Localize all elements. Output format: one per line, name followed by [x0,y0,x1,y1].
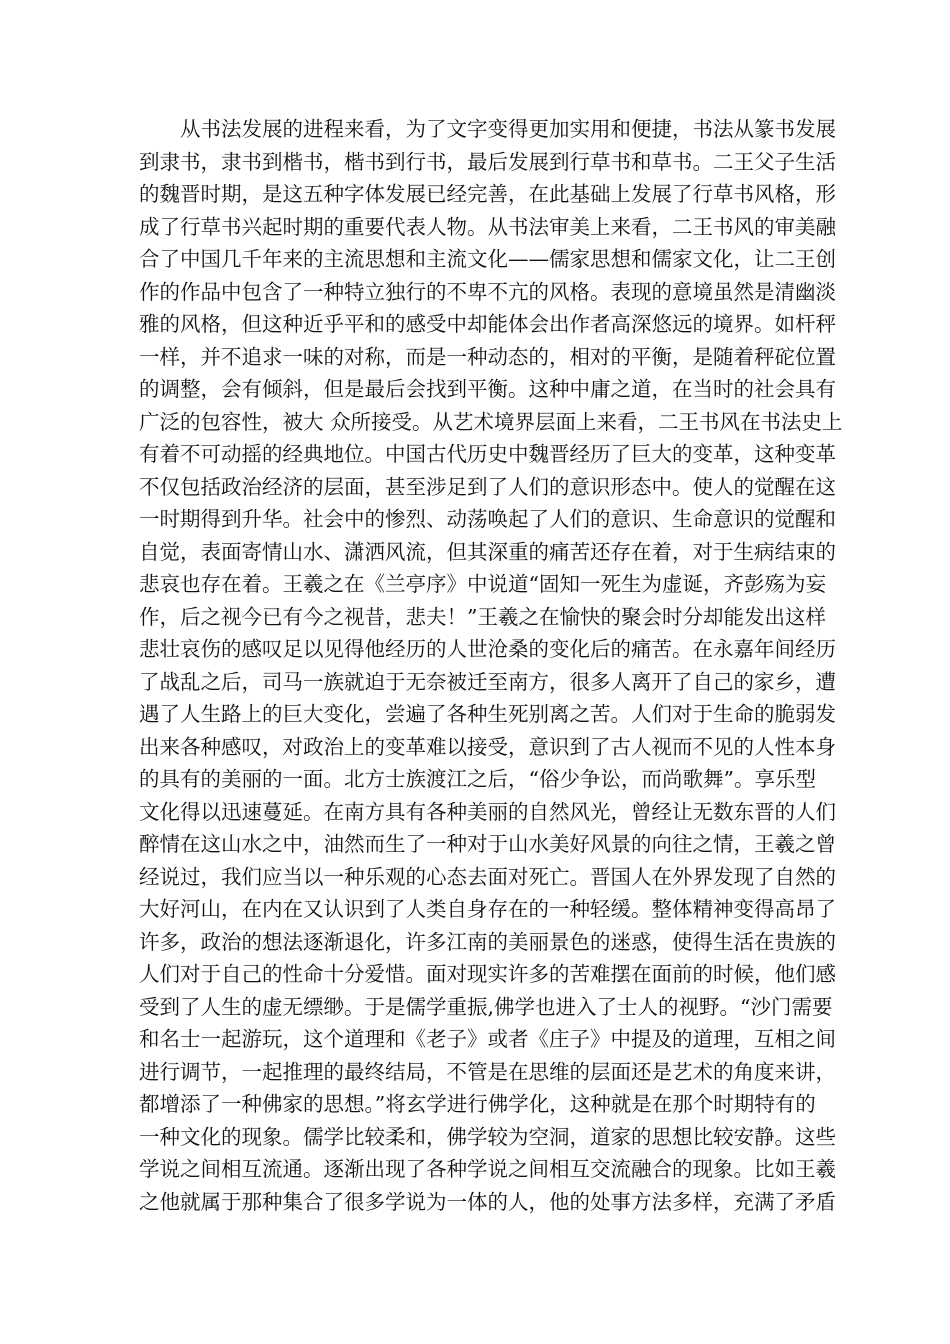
text-line: 进行调节，一起推理的最终结局，不管是在思维的层面还是艺术的角度来讲， [139,1059,836,1084]
text-line: 广泛的包容性，被大 众所接受。从艺术境界层面上来看，二王书风在书法史上 [139,409,843,434]
text-line: 有着不可动摇的经典地位。中国古代历史中魏晋经历了巨大的变革，这种变革 [139,442,836,466]
text-line: 作，后之视今已有今之视昔，悲夫！”王羲之在愉快的聚会时分却能发出这样 [139,604,826,629]
text-line: 的魏晋时期，是这五种字体发展已经完善，在此基础上发展了行草书风格，形 [139,182,836,206]
text-line: 不仅包括政治经济的层面，甚至涉足到了人们的意识形态中。使人的觉醒在这 [139,474,836,499]
text-line: 人们对于自己的性命十分爱惜。面对现实许多的苦难摆在面前的时候，他们感 [139,962,836,986]
text-line: 学说之间相互流通。逐渐出现了各种学说之间相互交流融合的现象。比如王羲 [139,1157,836,1181]
text-line: 的调整，会有倾斜，但是最后会找到平衡。这种中庸之道，在当时的社会具有 [139,377,836,401]
text-line: 许多，政治的想法逐渐退化，许多江南的美丽景色的迷惑，使得生活在贵族的 [139,929,836,954]
text-line: 雅的风格，但这种近乎平和的感受中却能体会出作者高深悠远的境界。如杆秤 [139,312,836,336]
text-line: 经说过，我们应当以一种乐观的心态去面对死亡。晋国人在外界发现了自然的 [139,864,836,889]
text-line: 到隶书，隶书到楷书，楷书到行书，最后发展到行草书和草书。二王父子生活 [139,149,836,174]
text-line: 遇了人生路上的巨大变化，尝遍了各种生死别离之苦。人们对于生命的脆弱发 [139,702,836,726]
text-line: 悲壮哀伤的感叹足以见得他经历的人世沧桑的变化后的痛苦。在永嘉年间经历 [139,637,836,661]
text-line: 悲哀也存在着。王羲之在《兰亭序》中说道“固知一死生为虚诞，齐彭殇为妄 [139,572,826,596]
text-line: 文化得以迅速蔓延。在南方具有各种美丽的自然风光，曾经让无数东晋的人们 [139,799,836,824]
text-line: 一样，并不追求一味的对称，而是一种动态的，相对的平衡，是随着秤砣位置 [139,344,836,369]
text-line: 和名士一起游玩，这个道理和《老子》或者《庄子》中提及的道理，互相之间 [139,1027,836,1051]
text-line: 醉情在这山水之中，油然而生了一种对于山水美好风景的向往之情，王羲之曾 [139,832,836,856]
text-line: 合了中国几千年来的主流思想和主流文化——儒家思想和儒家文化，让二王创 [139,247,836,271]
text-line: 从书法发展的进程来看，为了文字变得更加实用和便捷，书法从篆书发展 [180,117,836,141]
text-line: 大好河山，在内在又认识到了人类自身存在的一种轻缓。整体精神变得高昂了 [139,897,836,921]
text-line: 作的作品中包含了一种特立独行的不卑不亢的风格。表现的意境虽然是清幽淡 [139,279,836,304]
text-line: 成了行草书兴起时期的重要代表人物。从书法审美上来看，二王书风的审美融 [139,214,836,239]
text-line: 了战乱之后，司马一族就迫于无奈被迁至南方，很多人离开了自己的家乡，遭 [139,669,836,694]
text-line: 一种文化的现象。儒学比较柔和，佛学较为空洞，道家的思想比较安静。这些 [139,1124,836,1149]
text-line: 之他就属于那种集合了很多学说为一体的人，他的处事方法多样，充满了矛盾 [139,1189,836,1214]
text-line: 都增添了一种佛家的思想。”将玄学进行佛学化，这种就是在那个时期特有的 [139,1092,816,1116]
text-line: 出来各种感叹，对政治上的变革难以接受，意识到了古人视而不见的人性本身 [139,734,836,759]
text-line: 自觉，表面寄情山水、潇洒风流，但其深重的痛苦还存在着，对于生病结束的 [139,539,836,564]
text-line: 的具有的美丽的一面。北方士族渡江之后，“俗少争讼，而尚歌舞”。享乐型 [139,767,816,791]
body-paragraph [139,113,843,1218]
text-line: 受到了人生的虚无缥缈。于是儒学重振,佛学也进入了士人的视野。“沙门需要 [139,994,833,1019]
text-line: 一时期得到升华。社会中的惨烈、动荡唤起了人们的意识、生命意识的觉醒和 [139,507,836,531]
